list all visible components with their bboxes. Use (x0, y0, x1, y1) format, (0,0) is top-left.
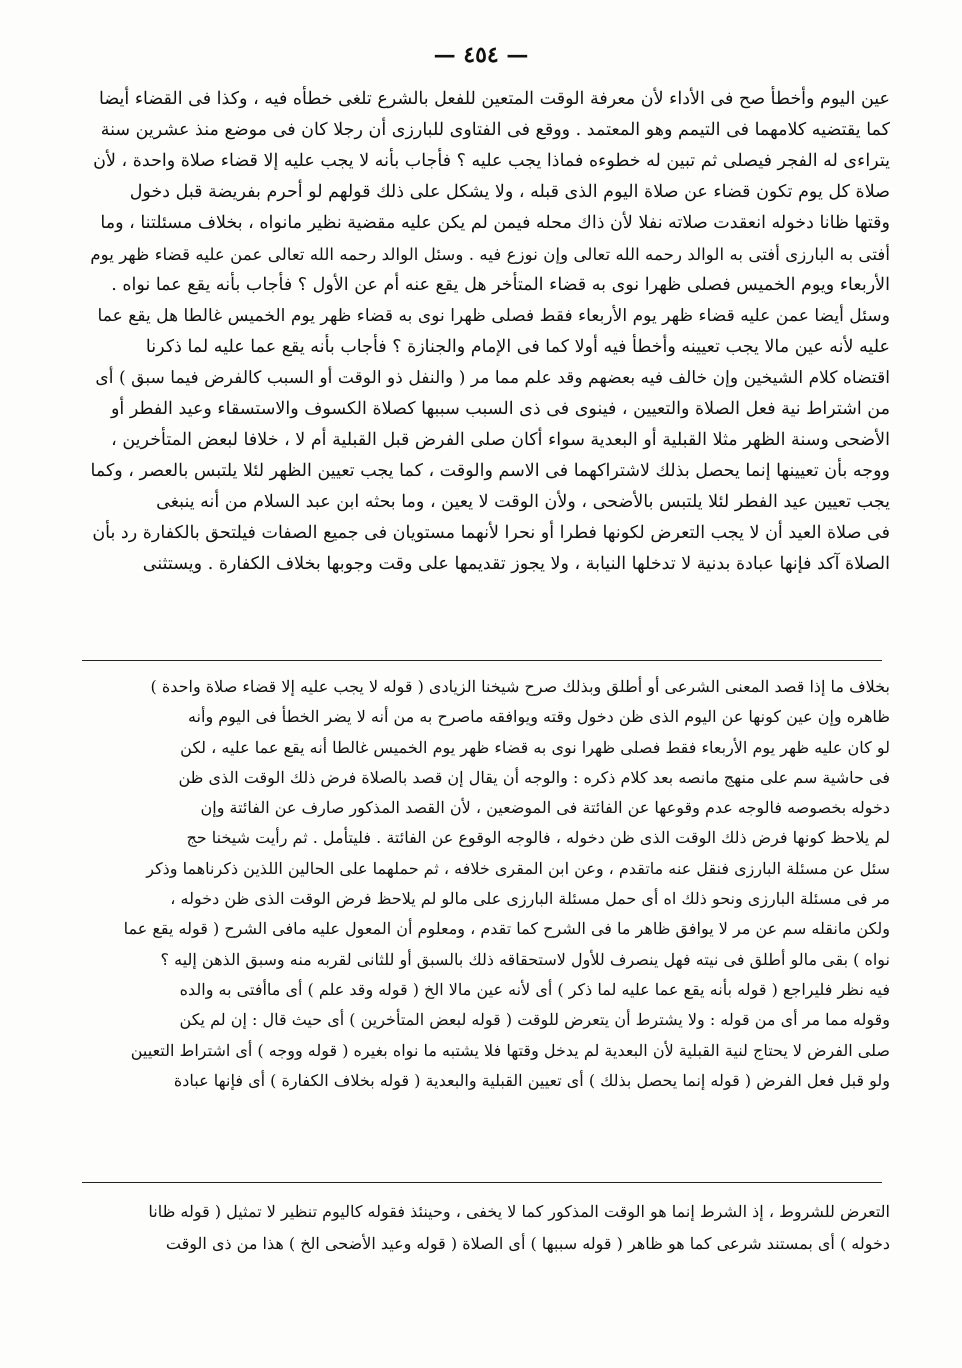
secondary-commentary-text (82, 1196, 890, 1260)
commentary-line: وقوله مما مر أى من قوله : ولا يشترط أن يتعرض للوقت ( قوله لبعض المتأخرين ) أى حيث قال : إن لم يكن (179, 1010, 890, 1030)
main-line: يتراءى له الفجر فيصلى ثم تبين له خطوءه فماذا يجب عليه ؟ فأجاب بأنه لا يجب عليه إلا قضاء صلاة واحدة ، لأن (93, 151, 890, 171)
commentary-line: لم يلاحظ كونها فرض ذلك الوقت الذى ظن دخوله ، فالوجه الوقوع عن الفائتة . فليتأمل . ثم رأيت شيخنا حج (186, 828, 890, 848)
main-line: صلاة كل يوم تكون قضاء عن صلاة اليوم الذى قبله ، ولا يشكل على ذلك قولهم لو أحرم بفريضة قبل دخول (129, 182, 890, 202)
main-line: الأضحى وسنة الظهر مثلا القبلية أو البعدية سواء أكان صلى الفرض قبل القبلية أم لا ، خلافا لبعض المتأخرين ، (111, 430, 890, 450)
main-line: ووجه بأن تعيينها إنما يحصل بذلك لاشتراكهما فى الاسم والوقت ، كما يجب تعيين الظهر لئلا يلتبس بالعصر ، وكما (90, 461, 890, 481)
commentary-line: دخوله بخصوصه فالوجه عدم وقوعها عن الفائتة فى الموضعين ، لأن القصد المذكور صارف عن الفائتة وإن (200, 798, 890, 818)
commentary-text (82, 672, 890, 1096)
commentary-line: ولكن مانقله سم عن مر لا يوافق ظاهر ما فى الشرح كما تقدم ، ومعلوم أن المعول عليه مافى الشرح ( قوله يقع عما (123, 919, 890, 939)
section-divider (82, 1182, 882, 1183)
main-line: أفتى به البارزى أفتى به الوالد رحمه الله تعالى وإن نوزع فيه . وسئل الوالد رحمه الله تعالى عمن عليه قضاء ظهر يوم (90, 244, 890, 264)
commentary-line: لو كان عليه ظهر يوم الأربعاء فقط فصلى ظهرا نوى به قضاء ظهر يوم الخميس غالطا أنه يقع عما عليه ، لكن (180, 737, 890, 757)
main-line: عليه لأنه عين مالا يجب تعيينه وأخطأ فيه أولا كما فى الإمام والجنازة ؟ فأجاب بأنه يقع عما عليه لما ذكرنا (145, 337, 890, 357)
main-line: وسئل أيضا عمن عليه قضاء ظهر يوم الأربعاء فقط فصلى ظهرا نوى به قضاء ظهر يوم الخميس غالطا هل يقع عما (97, 306, 890, 326)
section-divider (82, 660, 882, 661)
commentary-line: سئل عن مسئلة البارزى فنقل عنه ماتقدم ، وعن ابن المقرى خلافه ، ثم حملهما على الحالين اللذين ذكرناهما وذكر (146, 858, 890, 878)
main-line: الأربعاء ويوم الخميس فصلى ظهرا نوى به قضاء المتأخر هل يقع عنه أم عن الأول ؟ فأجاب بأنه يقع عما نواه . (111, 275, 890, 295)
main-line: اقتضاه كلام الشيخين وإن خالف فيه بعضهم وقد علم مما مر ( والنفل ذو الوقت أو السبب كالفرض فيما سبق ) أى (95, 368, 890, 388)
main-line: الصلاة آكد فإنها عبادة بدنية لا تدخلها النيابة ، ولا يجوز تقديمها على وقت وجوبها بخلاف الكفارة . ويستثنى (142, 554, 890, 574)
main-line: يجب تعيين عيد الفطر لئلا يلتبس بالأضحى ، ولأن الوقت لا يعين ، وما بحثه ابن عبد السلام من أنه ينبغى (156, 492, 890, 512)
commentary-line: صلى الفرض لا يحتاج لنية القبلية لأن البعدية لم يدخل وقتها فلا يشتبه ما نواه بغيره ( قوله ووجه ) أى اشتراط التعيين (130, 1040, 890, 1060)
commentary-line: بخلاف ما إذا قصد المعنى الشرعى أو أطلق وبذلك صرح شيخنا الزيادى ( قوله لا يجب عليه إلا قضاء صلاة واحدة ) (150, 677, 890, 696)
page-number: — ٤٥٤ — (433, 42, 529, 68)
secondary-commentary-line: التعرض للشروط ، إذ الشرط إنما هو الوقت المذكور كما لا يخفى ، وحينئذ فقوله كاليوم تنظير لا تمثيل ( قوله ظانا (148, 1202, 890, 1221)
main-text (82, 84, 890, 580)
commentary-line: فيه نظر فليراجع ( قوله بأنه يقع عما عليه لما ذكر ) أى لأنه عين مالا الخ ( قوله وقد علم ) أى ماأفتى به والده (179, 979, 890, 999)
main-line: كما يقتضيه كلامهما فى التيمم وهو المعتمد . ووقع فى الفتاوى للبارزى أن رجلا كان فى موضع منذ عشرين سنة (100, 120, 890, 140)
commentary-line: مر فى مسئلة البارزى ونحو ذلك اه أى حمل مسئلة البارزى على مالو لم يلاحظ فرض الوقت الذى ظن دخوله ، (170, 889, 890, 909)
commentary-line: فى حاشية سم على منهج مانصه بعد كلام ذكره : والوجه أن يقال إن قصد بالصلاة فرض ذلك الوقت الذى ظن (178, 767, 890, 787)
commentary-line: ولو قبل فعل الفرض ( قوله إنما يحصل بذلك ) أى تعيين القبلية والبعدية ( قوله بخلاف الكفارة ) أى فإنها عبادة (173, 1070, 890, 1090)
commentary-line: ظاهره وإن عين كونها عن اليوم الذى ظن دخول وقته ويوافقه ماصرح به من أنه لا يضر الخطأ فى اليوم وأنه (187, 707, 890, 727)
main-line: فى صلاة العيد أن لا يجب التعرض لكونها فطرا أو نحرا لأنهما مستويان فى جميع الصفات فيلتحق بالكفارة رد بأن (92, 523, 890, 543)
main-line: وقتها ظانا دخوله انعقدت صلاته نفلا لأن ذاك محله فيمن لم يكن عليه مقضية نظير مانواه ، بخلاف مسئلتنا ، وما (100, 213, 890, 233)
main-line: عين اليوم وأخطأ صح فى الأداء لأن معرفة الوقت المتعين للفعل بالشرع تلغى خطأه فيه ، وكذا فى القضاء أيضا (99, 89, 890, 109)
commentary-line: نواه ) بقى مالو أطلق فى نيته فهل ينصرف للأول لاستحقاقه ذلك بالسبق أو للثانى لقربه منه وسبق الذهن إليه ؟ (160, 949, 890, 969)
secondary-commentary-line: دخوله ) أى بمستند شرعى كما هو ظاهر ( قوله سببها ) أى الصلاة ( قوله وعيد الأضحى الخ ) هذا من ذى الوقت (165, 1234, 890, 1253)
main-line: من اشتراط نية فعل الصلاة والتعيين ، فينوى فى ذى السبب سببها كصلاة الكسوف والاستسقاء وعيد الفطر أو (110, 399, 890, 419)
